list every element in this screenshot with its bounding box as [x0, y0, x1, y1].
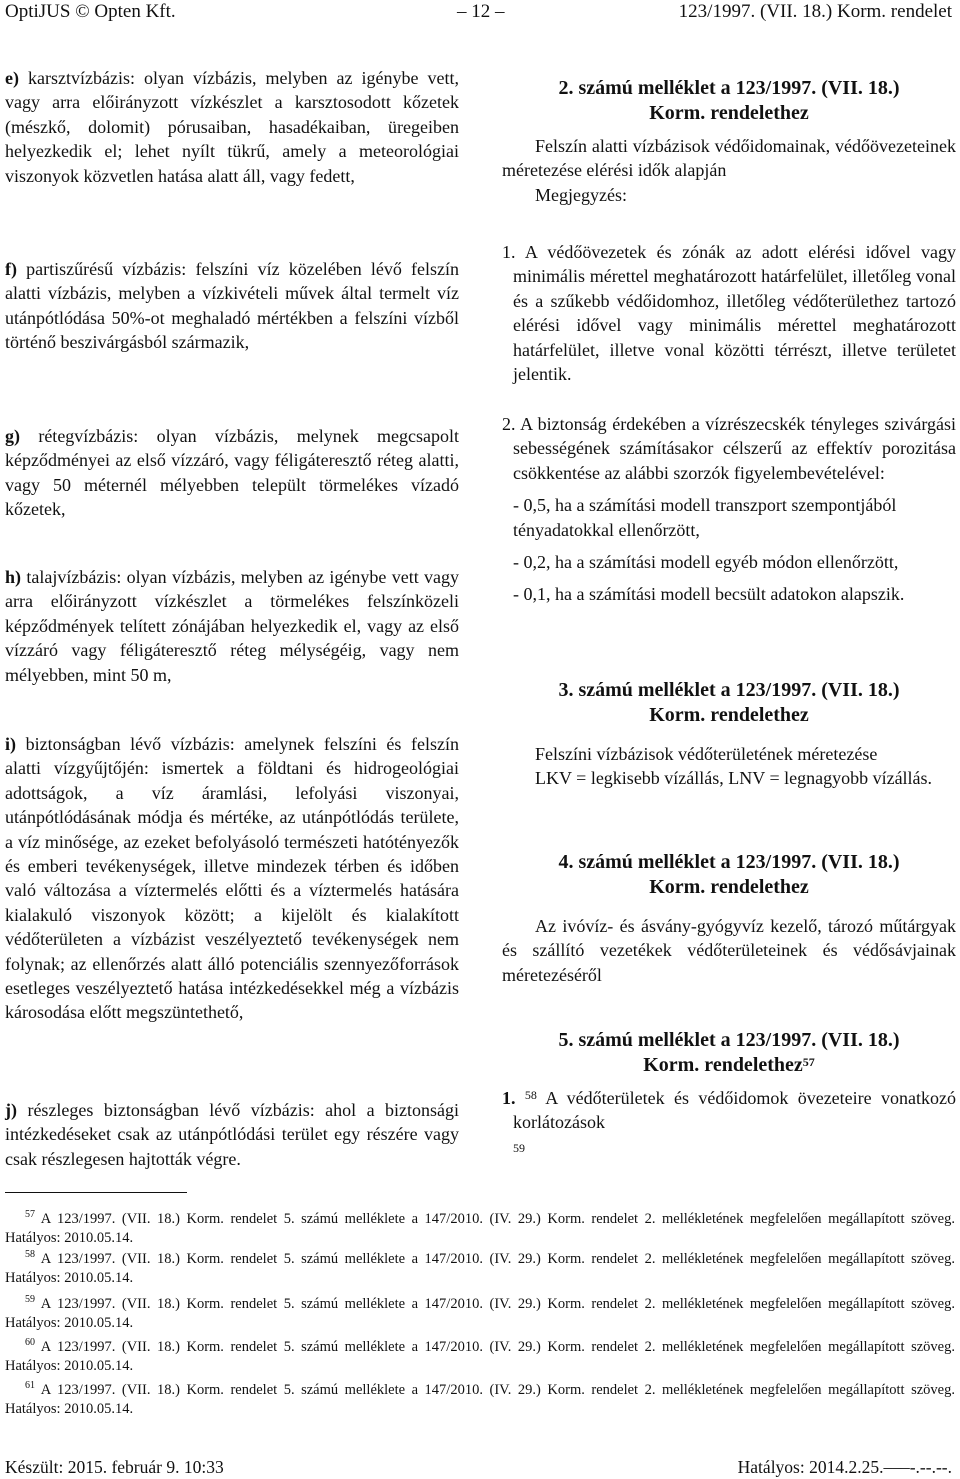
header-document-title: 123/1997. (VII. 18.) Korm. rendelet: [678, 1, 952, 22]
annex-2-item-1: [502, 240, 956, 386]
footnote-number: 59: [25, 1294, 35, 1305]
definition-i: [5, 732, 459, 1025]
annex-3-text-2: LKV = legkisebb vízállás, LNV = legnagyobb vízállás.: [535, 768, 933, 789]
definition-g: [5, 424, 459, 522]
definition-j: [5, 1098, 459, 1171]
footer-created: Készült: 2015. február 9. 10:33: [5, 1457, 224, 1477]
annex-2: [502, 76, 956, 207]
annex-2-factor-3: - 0,1, ha a számítási modell becsült adatokon alapszik.: [513, 584, 905, 605]
footnote-text: A 123/1997. (VII. 18.) Korm. rendelet 5. számú melléklete a 147/2010. (IV. 29.) Korm. rendelet 2. mellékletének megfelelően megállapított szöveg. Hatályos: 2010.05.14.: [5, 1339, 955, 1374]
definition-e-text: karsztvízbázis: olyan vízbázis, melyben az igénybe vett, vagy arra előirányzott vízkészlet a karsztosodott kőzetek (mészkő, dolomit) pórusaiban, hasadékaiban, üregeiben helyezkedik el; lehet nyílt tükrű, amely a meteorológiai viszonyok közvetlen hatása alatt áll, vagy fedett,: [5, 68, 459, 186]
footnote-ref-57[interactable]: 57: [802, 1055, 815, 1069]
definition-h-label: h): [5, 567, 22, 587]
footnote-divider: [5, 1192, 187, 1193]
definition-g-label: g): [5, 426, 20, 446]
definition-i-text: biztonságban lévő vízbázis: amelynek felszíni és felszín alatti vízgyűjtőjén: ismertek a földtani és hidrogeológiai adottságok, a víz áramlási, lefolyási viszonyai, utánpótlódásának módja és mértéke, az utánpótlódás területe, a víz minősége, az ezeket befolyásoló természeti hatótényezők és emberi tevékenységek, illetve mindezek térben és időben való változása a víztermelés előtti és a víztermelés hatására kialakuló viszonyok között; a kijelölt és kialakított védőterületen a vízbázist veszélyeztető tevékenységek nem folynak; az ellenőrzés alatt álló potenciális szennyezőforrások esetleges veszélyeztető hatása intézkedésekkel még a vízbázis károsodása előtt megszüntethető,: [5, 734, 459, 1023]
annex-4: [502, 850, 956, 987]
annex-4-title-line1: 4. számú melléklet a 123/1997. (VII. 18.): [558, 851, 900, 873]
definition-h: [5, 565, 459, 687]
annex-5-ref: [502, 1139, 956, 1163]
annex-5-item-1-text: A védőterületek és védőidomok övezeteire vonatkozó korlátozások: [513, 1088, 956, 1133]
annex-2-item-2: [502, 412, 956, 607]
annex-5-title-line2-text: Korm. rendelethez: [643, 1054, 803, 1076]
definition-e-label: e): [5, 68, 19, 88]
annex-4-text: Az ivóvíz- és ásvány-gyógyvíz kezelő, tározó műtárgyak és szállító vezetékek védőterületeinek és védősávjainak méretezéséről: [502, 916, 956, 985]
footnote-number: 57: [25, 1209, 35, 1220]
definition-f-text: partiszűrésű vízbázis: felszíni víz közelében lévő felszín alatti vízbázis, melyben a vízkivételi művek által termelt víz utánpótlódása 50%-ot meghaladó mértékben a felszíni vízből történő beszivárgásból származik,: [5, 259, 460, 353]
annex-2-factor-2: - 0,2, ha a számítási modell egyéb módon ellenőrzött,: [513, 552, 899, 573]
definition-j-label: j): [5, 1100, 17, 1120]
annex-5-title-line2: [502, 1053, 956, 1078]
annex-2-title-line1: 2. számú melléklet a 123/1997. (VII. 18.): [558, 77, 900, 99]
footnote-ref-58[interactable]: 58: [524, 1088, 537, 1102]
footnote-number: 61: [25, 1380, 35, 1391]
footnote-61: [5, 1381, 955, 1418]
definition-f: [5, 257, 459, 355]
annex-3: [502, 678, 956, 791]
footnote-57: [5, 1210, 955, 1247]
annex-2-item-1-text: A védőövezetek és zónák az adott elérési idővel vagy minimális mérettel meghatározott határfelület, illetőleg vonal és a szűkebb védőidomhoz, illetőleg védőterülethez tartozó elérési idővel vagy minimális mérettel meghatározott határfelület, illetve vonal közötti térrészt, illetve területet jelentik.: [513, 242, 956, 385]
annex-2-title-line2: Korm. rendelethez: [649, 102, 809, 124]
footnote-text: A 123/1997. (VII. 18.) Korm. rendelet 5. számú melléklete a 147/2010. (IV. 29.) Korm. rendelet 2. mellékletének megfelelően megállapított szöveg. Hatályos: 2010.05.14.: [5, 1211, 955, 1246]
left-column: [5, 66, 459, 188]
annex-5-item-1: [502, 1086, 956, 1135]
footnote-58: [5, 1250, 955, 1287]
annex-2-item-1-number: 1.: [502, 242, 516, 262]
footer-effective: Hatályos: 2014.2.25.–––-.--.--.: [737, 1457, 952, 1477]
definition-g-text: rétegvízbázis: olyan vízbázis, melynek megcsapolt képződményei az első vízzáró, vagy féligáteresztő réteg alatti, vagy 50 méternél mélyebben települt törmelékes vízadó kőzetek,: [5, 426, 459, 520]
annex-3-title-line1: 3. számú melléklet a 123/1997. (VII. 18.): [558, 679, 900, 701]
footnote-number: 60: [25, 1337, 35, 1348]
page-number: – 12 –: [457, 1, 505, 22]
definition-h-text: talajvízbázis: olyan vízbázis, melyben az igénybe vett vagy arra előirányzott vízkészlet a törmelékes felszínközeli képződmények telített zónájában helyezkedik el, vagy az első vízzáró vagy féligáteresztő réteg mélységéig, vagy nem mélyebben, mint 50 m,: [5, 567, 460, 685]
footnote-ref-59[interactable]: 59: [513, 1140, 525, 1155]
definition-j-text: részleges biztonságban lévő vízbázis: ahol a biztonsági intézkedéseket csak az utánpótlódási terület egy részére vagy csak részlegesen hajtották végre.: [5, 1100, 459, 1169]
annex-2-item-2-text: A biztonság érdekében a vízrészecskék tényleges szivárgási sebességének számításakor célszerű az effektív porozitása csökkentése az alábbi szorzók figyelembevételével:: [513, 414, 956, 483]
annex-2-note-label: Megjegyzés:: [535, 184, 627, 205]
footnote-59: [5, 1295, 955, 1332]
definition-e: [5, 66, 459, 188]
footnote-text: A 123/1997. (VII. 18.) Korm. rendelet 5. számú melléklete a 147/2010. (IV. 29.) Korm. rendelet 2. mellékletének megfelelően megállapított szöveg. Hatályos: 2010.05.14.: [5, 1251, 955, 1286]
definition-f-label: f): [5, 259, 17, 279]
footnote-number: 58: [25, 1249, 35, 1260]
footnote-text: A 123/1997. (VII. 18.) Korm. rendelet 5. számú melléklete a 147/2010. (IV. 29.) Korm. rendelet 2. mellékletének megfelelően megállapított szöveg. Hatályos: 2010.05.14.: [5, 1296, 955, 1331]
annex-5-item-1-number: 1.: [502, 1088, 516, 1108]
annex-3-text-1: Felszíni vízbázisok védőterületének méretezése: [535, 744, 878, 764]
footnote-60: [5, 1338, 955, 1375]
annex-4-title-line2: Korm. rendelethez: [649, 876, 809, 898]
annex-5-title-line1: 5. számú melléklet a 123/1997. (VII. 18.): [558, 1029, 900, 1051]
annex-5: [502, 1028, 956, 1163]
annex-3-title-line2: Korm. rendelethez: [649, 704, 809, 726]
annex-2-factor-1: - 0,5, ha a számítási modell transzport szempontjából tényadatokkal ellenőrzött,: [513, 495, 897, 540]
annex-2-subtitle: Felszín alatti vízbázisok védőidomainak, védőövezeteinek méretezése elérési idők alapján: [502, 136, 956, 181]
footnote-text: A 123/1997. (VII. 18.) Korm. rendelet 5. számú melléklete a 147/2010. (IV. 29.) Korm. rendelet 2. mellékletének megfelelően megállapított szöveg. Hatályos: 2010.05.14.: [5, 1382, 955, 1417]
header-source: OptiJUS © Opten Kft.: [5, 1, 176, 22]
annex-2-item-2-number: 2.: [502, 414, 516, 434]
definition-i-label: i): [5, 734, 16, 754]
